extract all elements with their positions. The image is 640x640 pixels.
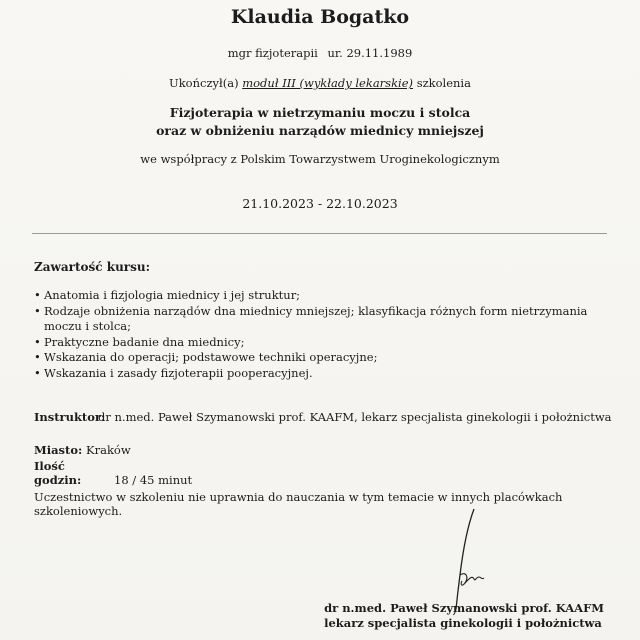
course-dates: 21.10.2023 - 22.10.2023 xyxy=(242,196,398,211)
hours-row xyxy=(34,459,192,487)
course-title-line1: Fizjoterapia w nietrzymaniu moczu i stolca xyxy=(169,105,471,120)
module-name: moduł III (wykłady lekarskie) xyxy=(242,76,414,90)
hours-value: 18 / 45 minut xyxy=(114,473,193,487)
instructor-value: dr n.med. Paweł Szymanowski prof. KAAFM, lekarz specjalista ginekologii i położnictwa xyxy=(98,410,612,424)
participant-name: Klaudia Bogatko xyxy=(230,6,410,28)
bullet: • xyxy=(34,334,41,349)
completion-line xyxy=(0,76,640,90)
completion-prefix: Ukończył(a) xyxy=(169,76,239,90)
participation-note: Uczestnictwo w szkoleniu nie uprawnia do nauczania w tym temacie w innych placówkach szkoleniowych. xyxy=(34,490,563,518)
signatory-title: lekarz specjalista ginekologii i położnictwa xyxy=(324,616,602,630)
bullet: • xyxy=(34,303,41,318)
list-item: • Rodzaje obniżenia narządów dna miednicy mniejszej; klasyfikacja różnych form nietrzymania moczu i stolca; xyxy=(34,303,588,333)
title-line xyxy=(0,46,640,60)
bullet: • xyxy=(34,288,41,302)
course-title xyxy=(0,104,640,140)
divider xyxy=(32,233,607,234)
city-value: Kraków xyxy=(86,443,131,457)
profession: mgr fizjoterapii xyxy=(227,46,318,60)
city-row xyxy=(34,443,131,457)
instructor-label: Instruktor: xyxy=(34,410,106,424)
content-list xyxy=(34,288,604,381)
bullet: • xyxy=(34,365,41,380)
cooperation-line: we współpracy z Polskim Towarzystwem Uroginekologicznym xyxy=(140,152,500,166)
list-item: • Wskazania i zasady fizjoterapii pooperacyjnej. xyxy=(34,365,313,380)
city-label: Miasto: xyxy=(34,443,83,457)
signatory-block xyxy=(324,601,604,631)
list-item: • Wskazania do operacji; podstawowe techniki operacyjne; xyxy=(34,350,378,364)
signatory-name: dr n.med. Paweł Szymanowski prof. KAAFM xyxy=(324,601,604,615)
hours-label: Ilość godzin: xyxy=(34,459,82,487)
completion-suffix: szkolenia xyxy=(416,76,471,90)
instructor-row xyxy=(34,410,612,424)
list-item: • Anatomia i fizjologia miednicy i jej struktur; xyxy=(34,288,301,302)
signature-image xyxy=(438,505,508,615)
course-title-line2: oraz w obniżeniu narządów miednicy mniejszej xyxy=(156,123,484,138)
bullet: • xyxy=(34,350,41,364)
list-item: • Praktyczne badanie dna miednicy; xyxy=(34,334,245,349)
birth-date: ur. 29.11.1989 xyxy=(327,46,413,60)
content-heading: Zawartość kursu: xyxy=(34,260,151,274)
